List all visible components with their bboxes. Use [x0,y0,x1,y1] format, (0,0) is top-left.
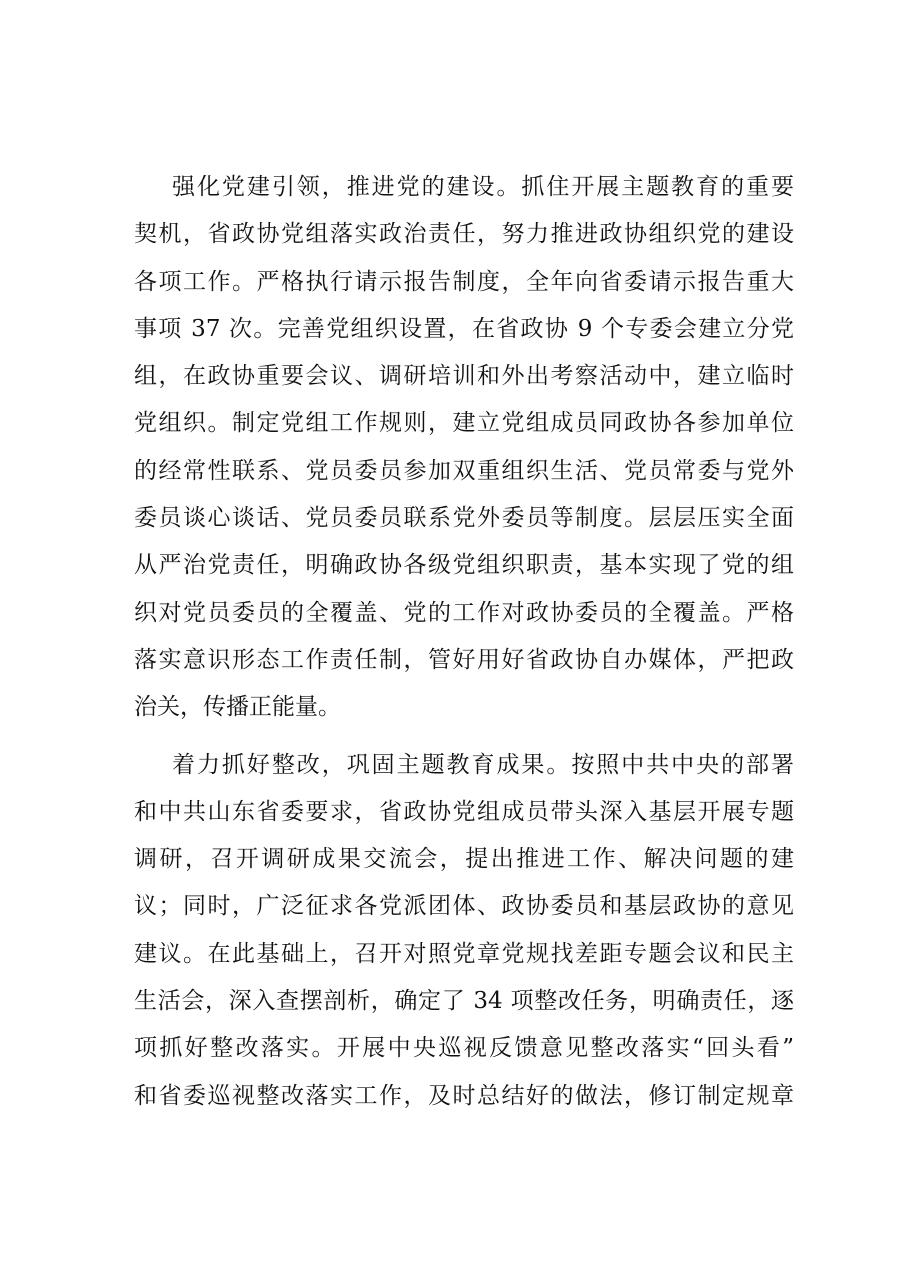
text-line: 项抓好整改落实。开展中央巡视反馈意见整改落实“回头看” [134,1035,794,1062]
text-line: 委员谈心谈话、党员委员联系党外委员等制度。层层压实全面 [134,505,794,532]
text-line: 和省委巡视整改落实工作，及时总结好的做法，修订制定规章 [134,1082,794,1109]
text-line: 契机，省政协党组落实政治责任，努力推进政协组织党的建设 [134,221,794,248]
text-line: 从严治党责任，明确政协各级党组织职责，基本实现了党的组 [134,552,794,579]
text-line: 和中共山东省委要求，省政协党组成员带头深入基层开展专题 [134,798,794,825]
text-line: 的经常性联系、党员委员参加双重组织生活、党员常委与党外 [134,457,794,484]
text-line: 事项 37 次。完善党组织设置，在省政协 9 个专委会建立分党 [134,315,794,342]
text-line: 议；同时，广泛征求各党派团体、政协委员和基层政协的意见 [134,893,794,920]
text-line: 各项工作。严格执行请示报告制度，全年向省委请示报告重大 [134,268,794,295]
text-line: 调研，召开调研成果交流会，提出推进工作、解决问题的建 [134,846,794,873]
text-line: 组，在政协重要会议、调研培训和外出考察活动中，建立临时 [134,363,794,390]
text-line: 党组织。制定党组工作规则，建立党组成员同政协各参加单位 [134,410,794,437]
text-line: 着力抓好整改，巩固主题教育成果。按照中共中央的部署 [172,751,794,778]
text-line: 生活会，深入查摆剖析，确定了 34 项整改任务，明确责任，逐 [134,988,794,1015]
document-body [134,164,794,1120]
paragraph-party-building [134,164,794,732]
text-line: 治关，传播正能量。 [134,694,341,721]
paragraph-rectification [134,742,794,1120]
text-line: 落实意识形态工作责任制，管好用好省政协自办媒体，严把政 [134,646,794,673]
paragraph-spacer [134,732,794,742]
text-line: 强化党建引领，推进党的建设。抓住开展主题教育的重要 [172,174,794,200]
text-line: 建议。在此基础上，召开对照党章党规找差距专题会议和民主 [134,940,794,967]
text-line: 织对党员委员的全覆盖、党的工作对政协委员的全覆盖。严格 [134,599,794,626]
